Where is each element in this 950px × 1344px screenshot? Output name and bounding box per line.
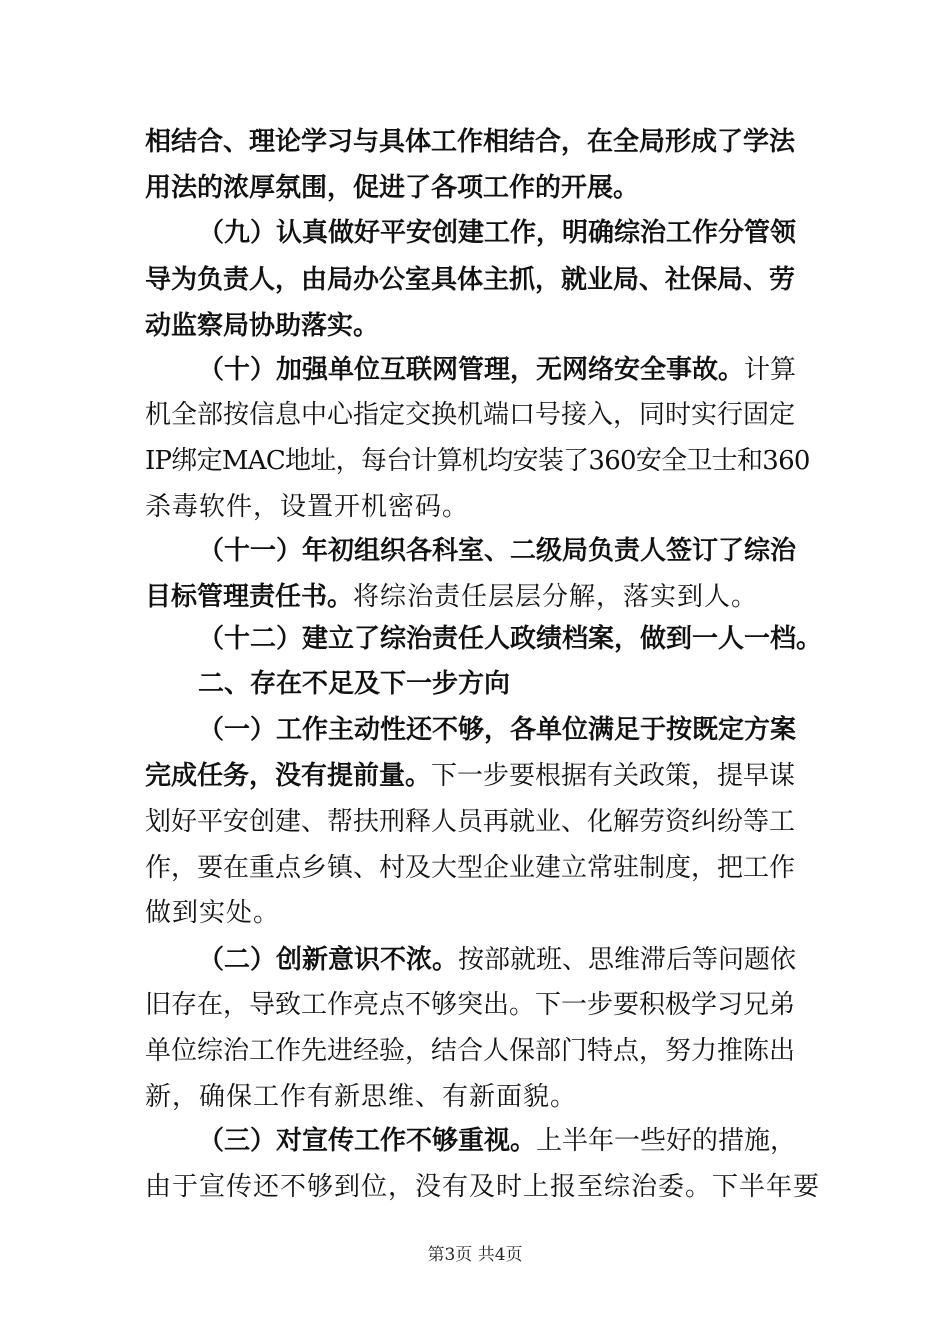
paragraph-line — [145, 487, 810, 527]
body-text: 由于宣传还不够到位，没有及时上报至综治委。下半年要 — [145, 1172, 821, 1202]
bold-text: （三）对宣传工作不够重视。 — [198, 1126, 537, 1156]
paragraph-line — [145, 802, 810, 842]
body-text: 按部就班、思维滞后等问题依 — [458, 945, 797, 975]
body-text: IP绑定MAC地址，每台计算机均安装了360安全卫士和360 — [145, 446, 810, 476]
paragraph-line — [198, 619, 823, 659]
body-text: 作，要在重点乡镇、村及大型企业建立常驻制度，把工作 — [145, 853, 796, 883]
body-text: 下一步要根据有关政策，提早谋 — [431, 761, 796, 791]
section-heading — [198, 664, 810, 704]
bold-text: 二、存在不足及下一步方向 — [198, 669, 511, 699]
paragraph-line — [145, 848, 810, 888]
body-text: 划好平安创建、帮扶刑释人员再就业、化解劳资纠纷等工 — [145, 807, 796, 837]
bold-text: 用法的浓厚氛围，促进了各项工作的开展。 — [145, 173, 640, 203]
bold-text: 相结合、理论学习与具体工作相结合，在全局形成了学法 — [145, 127, 796, 157]
bold-text: （十）加强单位互联网管理，无网络安全事故。 — [198, 355, 745, 385]
body-text: 单位综治工作先进经验，结合人保部门特点，努力推陈出 — [145, 1036, 796, 1066]
bold-text: 目标管理责任书。 — [145, 582, 354, 612]
paragraph-line — [145, 122, 810, 162]
bold-text: （九）认真做好平安创建工作，明确综治工作分管领 — [198, 218, 797, 248]
bold-text: （一）工作主动性还不够，各单位满足于按既定方案 — [198, 715, 797, 745]
paragraph-line — [145, 1031, 810, 1071]
paragraph-line — [145, 306, 810, 346]
paragraph-line — [145, 1077, 810, 1117]
paragraph-line — [145, 985, 810, 1025]
paragraph-line — [198, 1121, 810, 1161]
bold-text: 完成任务，没有提前量。 — [145, 761, 432, 791]
body-text: 杀毒软件，设置开机密码。 — [145, 492, 470, 522]
bold-text: （十二）建立了综治责任人政绩档案，做到一人一档。 — [198, 624, 823, 654]
paragraph-line — [198, 940, 810, 980]
paragraph-line — [198, 213, 810, 253]
body-text: 新，确保工作有新思维、有新面貌。 — [145, 1082, 578, 1112]
body-text: 做到实处。 — [145, 898, 281, 928]
bold-text: （十一）年初组织各科室、二级局负责人签订了综治 — [198, 536, 797, 566]
paragraph-line — [145, 395, 810, 435]
body-text: 旧存在，导致工作亮点不够突出。下一步要积极学习兄弟 — [145, 990, 796, 1020]
paragraph-line — [198, 350, 810, 390]
paragraph-line — [145, 441, 810, 481]
bold-text: 动监察局协助落实。 — [145, 311, 380, 341]
body-text: 上半年一些好的措施， — [536, 1126, 797, 1156]
paragraph-line — [145, 577, 810, 617]
paragraph-line — [198, 710, 810, 750]
paragraph-line — [145, 893, 810, 933]
paragraph-line — [145, 1167, 821, 1207]
paragraph-line — [145, 260, 810, 300]
body-text: 将综治责任层层分解，落实到人。 — [353, 582, 759, 612]
body-text: 计算 — [744, 355, 797, 385]
bold-text: 导为负责人，由局办公室具体主抓，就业局、社保局、劳 — [145, 265, 796, 295]
paragraph-line — [145, 168, 810, 208]
paragraph-line — [198, 531, 810, 571]
paragraph-line — [145, 756, 810, 796]
bold-text: （二）创新意识不浓。 — [198, 945, 459, 975]
page-footer: 第3页 共4页 — [427, 1245, 523, 1265]
body-text: 机全部按信息中心指定交换机端口号接入，同时实行固定 — [145, 400, 796, 430]
